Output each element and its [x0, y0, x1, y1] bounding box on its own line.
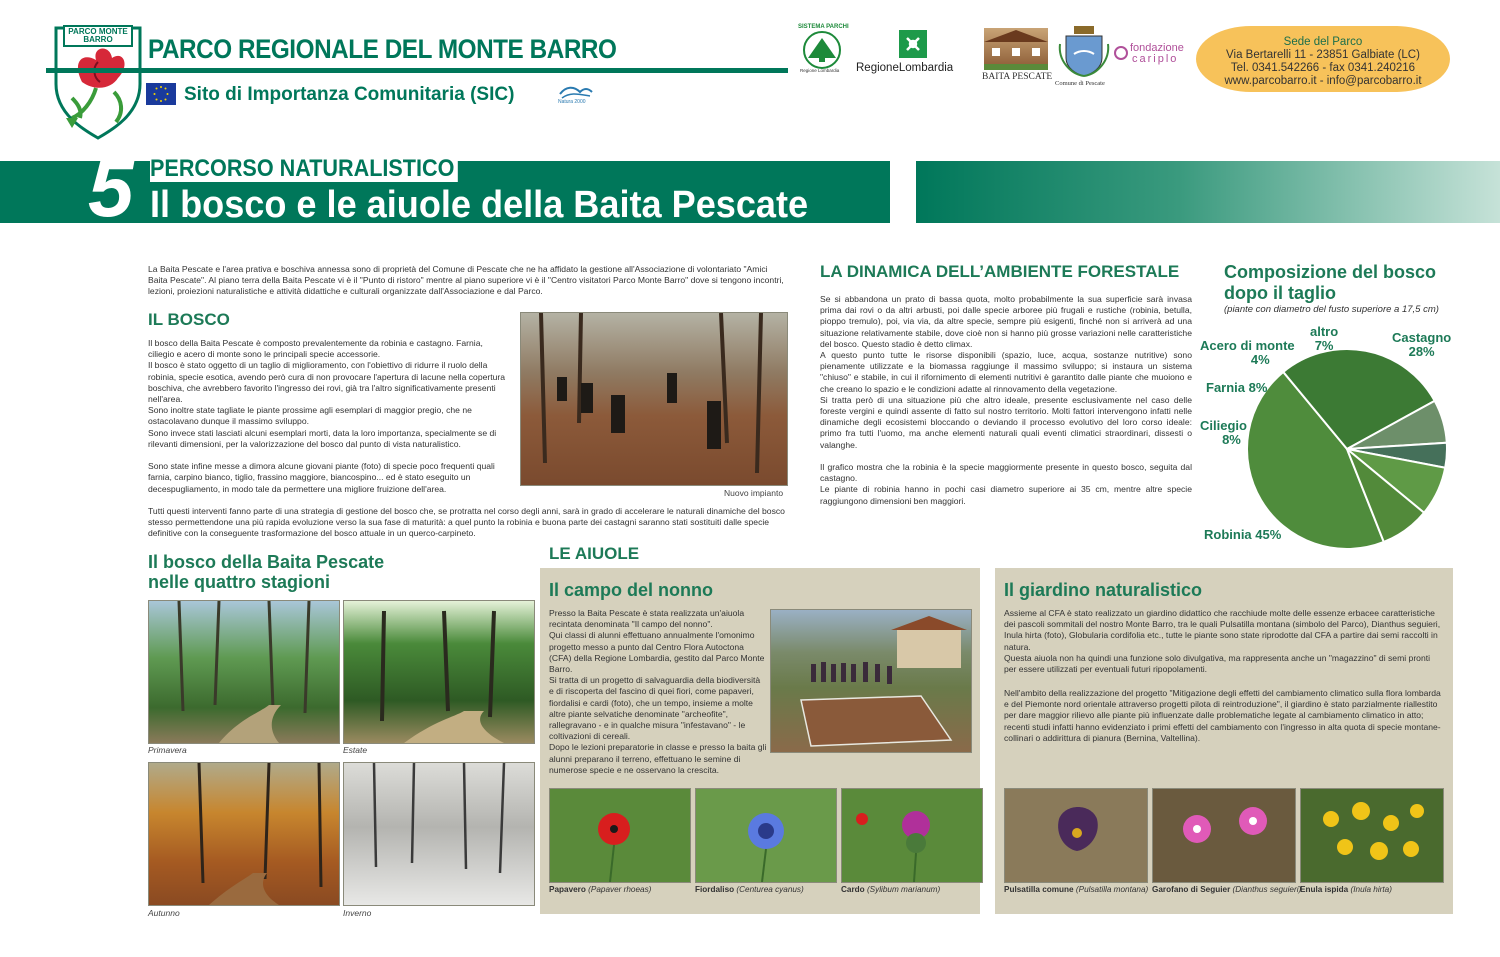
sede-web[interactable]: www.parcobarro.it - info@parcobarro.it	[1224, 75, 1422, 87]
garofano-caption	[1152, 885, 1301, 894]
nuovo-impianto-photo	[520, 312, 788, 486]
stagioni-heading-line2: nelle quattro stagioni	[148, 572, 331, 592]
estate-caption: Estate	[343, 745, 368, 755]
park-logo-text: PARCO MONTE BARRO	[68, 27, 128, 44]
pie-label-acero	[1200, 339, 1295, 367]
giardino-text-1: Assieme al CFA è stato realizzato un giardino didattico che racchiude molte delle essenze erbacee caratteristiche dei pascoli sommitali del nostro Monte Barro, tra le quali Pulsatilla montana (simbolo del Parco), Dianthus seguieri, Inula hirta (foto), Globularia cordifolia etc., tutte le piante sono state riprodotte dal CFA a partire dai semi raccolti in natura. Questa aiuola non ha quindi una funzione solo divulgativa, ma rappresenta anche un "magazzino" di semi pronti per essere utilizzati per eventuali futuri ripopolamenti.	[1004, 608, 1441, 675]
inverno-photo	[343, 762, 535, 906]
stagioni-heading-line1: Il bosco della Baita Pescate	[148, 552, 385, 572]
inverno-caption: Inverno	[343, 908, 372, 918]
fiordaliso-name: Fiordaliso	[695, 885, 735, 894]
enula-caption	[1300, 885, 1392, 894]
autunno-photo	[148, 762, 340, 906]
enula-name: Enula ispida	[1300, 885, 1349, 894]
primavera-photo	[148, 600, 340, 744]
pulsatilla-photo	[1004, 788, 1148, 883]
cardo-latin: (Sylibum marianum)	[866, 885, 941, 894]
sistema-parchi-text: SISTEMA PARCHI	[798, 24, 849, 30]
cardo-caption	[841, 885, 940, 894]
garofano-photo	[1152, 788, 1296, 883]
papavero-name: Papavero	[549, 885, 586, 894]
pie-label-farnia: Farnia 8%	[1206, 380, 1268, 395]
pie-label-castagno-value: 28%	[1408, 344, 1435, 359]
garofano-latin: (Dianthus seguieri)	[1232, 885, 1302, 894]
pie-label-ciliegio-name: Ciliegio	[1200, 418, 1247, 433]
natura-2000-text: Natura 2000	[558, 99, 586, 105]
sistema-parchi-logo	[796, 26, 848, 76]
baita-pescate-text: BAITA PESCATE	[982, 72, 1053, 82]
nuovo-impianto-caption: Nuovo impianto	[724, 488, 784, 498]
pulsatilla-caption	[1004, 885, 1148, 894]
pie-label-ciliegio	[1200, 419, 1247, 447]
papavero-latin: (Papaver rhoeas)	[588, 885, 652, 894]
fondazione-cariplo-logo	[1114, 42, 1194, 68]
dinamica-heading: LA DINAMICA DELL’AMBIENTE FORESTALE	[820, 262, 1180, 281]
comune-pescate-text: Comune di Pescate	[1055, 80, 1105, 87]
pie-label-altro-name: altro	[1310, 324, 1339, 339]
stagioni-heading	[148, 552, 384, 592]
header-rule	[46, 68, 788, 73]
autunno-caption: Autunno	[148, 908, 180, 918]
giardino-heading: Il giardino naturalistico	[1004, 580, 1203, 600]
pie-label-robinia: Robinia 45%	[1204, 527, 1282, 542]
fiordaliso-caption	[695, 885, 804, 894]
banner-title: Il bosco e le aiuole della Baita Pescate	[150, 184, 809, 226]
pie-label-altro-value: 7%	[1314, 338, 1334, 353]
campo-del-nonno-photo	[770, 609, 972, 753]
chart-subtitle: (piante con diametro del fusto superiore a 17,5 cm)	[1224, 304, 1439, 315]
dinamica-text: Se si abbandona un prato di bassa quota, molto probabilmente la sua superficie sarà invasa prima dai rovi o da altri arbusti, poi dalle specie arboree più frugali e rustiche (robinia, betulla, pioppo tremulo), poi, via via, da altre specie, sempre più esigenti, finché non si arriverà ad una situazione relativamente stabile, dove cioè non si hanno più grosse variazioni nelle caratteristiche del bosco. Questo stadio è detto climax. A questo punto tutte le risorse disponibili (spazio, luce, acqua, sostanze nutritive) sono pienamente utilizzate e la biomassa raggiunge il massimo sviluppo; si instaura un sistema "chiuso" e stabile, in cui il rifornimento di elementi nutritivi è garantito dalle piante che muoiono e che creano lo spazio e le condizioni adatte al rinnovamento della vegetazione. Si tratta però di una situazione più che altro ideale, presente esclusivamente nel caso delle foreste vergini e quindi assente di fatto sul nostro territorio. Molti fattori intervengono infatti nelle dinamiche degli ecosistemi bloccando o deviando il processo evolutivo del loro corso ideale: primo fra tutti l'uomo, ma anche elementi naturali quali eventi climatici straordinari, dissesti o valanghe. Il grafico mostra che la robinia è la specie maggiormente presente in questo bosco, seguita dal castagno. Le piante di robinia hanno in pochi casi diametro superiore ai 35 cm, mentre altre specie raggiungono dimensioni ben maggiori.	[820, 294, 1192, 506]
eu-flag-icon	[146, 83, 176, 105]
cardo-name: Cardo	[841, 885, 865, 894]
campo-text: Presso la Baita Pescate è stata realizzata un'aiuola recintata denominata "Il campo del nonno". Qui classi di alunni effettuano annualmente l'omonimo progetto messo a punto dal Centro Flora Autoctona (CFA) della Regione Lombardia, gestito dal Parco Monte Barro. Si tratta di un progetto di salvaguardia della biodiversità e di riscoperta del fascino di quei fiori, come papaveri, fiordalisi e cardi (foto), che un tempo, insieme a molte altre piante selvatiche denominate "archeofite", rallegravano - e in qualche misura "infestavano" - le coltivazioni di cereali. Dopo le lezioni preparatorie in classe e presso la baita gli alunni preparano il terreno, effettuano le semine di numerose specie e ne osservano la crescita.	[549, 608, 767, 775]
sede-title: Sede del Parco	[1283, 36, 1363, 48]
fiordaliso-latin: (Centurea cyanus)	[736, 885, 804, 894]
cardo-photo	[841, 788, 983, 883]
pie-label-castagno	[1392, 331, 1451, 359]
fiordaliso-photo	[695, 788, 837, 883]
lombardia-rose-icon	[899, 30, 927, 58]
pie-label-ciliegio-value: 8%	[1222, 432, 1241, 447]
cariplo-icon	[1114, 46, 1128, 60]
primavera-caption: Primavera	[148, 745, 187, 755]
sic-label: Sito di Importanza Comunitaria (SIC)	[184, 84, 515, 105]
baita-pescate-logo	[982, 28, 1053, 84]
enula-latin: (Inula hirta)	[1350, 885, 1392, 894]
sede-address: Via Bertarelli 11 - 23851 Galbiate (LC)	[1226, 49, 1420, 61]
bosco-text-2: Tutti questi interventi fanno parte di una strategia di gestione del bosco che, se protratta nel corso degli anni, sarà in grado di accelerare le naturali dinamiche del bosco stesso permettendone una più rapida evoluzione verso la sua fase di maturità: a quel punto la robinia e buona parte dei castagni saranno stati sostituiti dalle specie definitive con la conseguente trasformazione del bosco attuale in un querco-carpineto.	[148, 506, 785, 539]
pulsatilla-latin: (Pulsatilla montana)	[1075, 885, 1149, 894]
papavero-photo	[549, 788, 691, 883]
bosco-heading: IL BOSCO	[148, 310, 230, 329]
pie-label-acero-value: 4%	[1250, 352, 1270, 367]
comune-pescate-logo	[1056, 24, 1112, 90]
pulsatilla-name: Pulsatilla comune	[1004, 885, 1074, 894]
cariplo-text: cariplo	[1132, 53, 1179, 65]
park-logo	[52, 22, 144, 140]
garofano-name: Garofano di Seguier	[1152, 885, 1231, 894]
sede-del-parco	[1196, 26, 1450, 92]
baita-building-icon	[984, 28, 1048, 70]
pie-label-altro	[1310, 325, 1338, 353]
papavero-caption	[549, 885, 651, 894]
banner-kicker: PERCORSO NATURALISTICO	[150, 156, 458, 182]
banner-band-right	[916, 161, 1500, 223]
regione-lombardia-text: RegioneLombardia	[856, 62, 954, 74]
pie-chart	[1244, 346, 1450, 552]
enula-photo	[1300, 788, 1444, 883]
giardino-text-2: Nell'ambito della realizzazione del progetto "Mitigazione degli effetti del cambiamento climatico sulla flora lombarda e del Piemonte nord orientale attraverso progetti pilota di reintroduzione", il giardino è stato parzialmente riallestito per dare maggior rilievo alle piante più influenzate dalle problematiche legate al cambiamento climatico in atto; recenti studi infatti hanno evidenziato i primi effetti del cambiamento con l'ingresso in alta quota di specie montane-collinari o addirittura di pianura (Bernina, Valtellina).	[1004, 688, 1441, 743]
chart-title: Composizione del bosco dopo il taglio	[1224, 262, 1437, 303]
sede-phone: Tel. 0341.542266 - fax 0341.240216	[1230, 62, 1416, 74]
estate-photo	[343, 600, 535, 744]
fondazione-text: fondazione	[1130, 42, 1184, 54]
banner-number: 5	[88, 143, 134, 234]
bosco-text: Il bosco della Baita Pescate è composto prevalentemente da robinia e castagno. Farnia, ciliegio e acero di monte sono le principali specie accessorie. Il bosco è stato oggetto di un taglio di miglioramento, con l'obiettivo di ridurre il ruolo della robinia, specie esotica, avendo però cura di non provocare l'apertura di lacune nella copertura boschiva, che avrebbero favorito l'ingresso dei rovi, già tra l'altro significativamente presenti nell'area. Sono inoltre state tagliate le piante prossime agli esemplari di maggior pregio, che ne ostacolavano dunque il massimo sviluppo. Sono invece stati lasciati alcuni esemplari morti, data la loro importanza, specialmente se di rilevanti dimensioni, per la valorizzazione del bosco dal punto di vista naturalistico. Sono state infine messe a dimora alcune giovani piante (foto) di specie poco frequenti quali farnia, carpino bianco, tiglio, frassino maggiore, biancospino... ed è stato eseguito un decespugliamento, in modo tale da permettere una migliore fruizione dell'area.	[148, 338, 506, 494]
pie-label-castagno-name: Castagno	[1392, 330, 1452, 345]
comune-crest-icon	[1056, 24, 1112, 78]
aiuole-heading: LE AIUOLE	[549, 544, 640, 563]
regione-lombardia-logo	[856, 30, 972, 76]
intro-text: La Baita Pescate e l'area prativa e boschiva annessa sono di proprietà del Comune di Pescate che ne ha affidato la gestione all'Associazione di volontariato "Amici Baita Pescate". Al piano terra della Baita Pescate vi è il "Punto di ristoro" mentre al piano superiore vi è il "Centro visitatori Parco Monte Barro" dove si tengono incontri, lezioni, proiezioni naturalistiche e attività didattiche e culturali organizzate dall'Associazione e dal Parco.	[148, 264, 784, 297]
park-title: PARCO REGIONALE DEL MONTE BARRO	[148, 34, 617, 64]
sistema-parchi-subtext: Regione Lombardia	[800, 68, 840, 73]
pie-label-acero-name: Acero di monte	[1200, 338, 1295, 353]
campo-heading: Il campo del nonno	[549, 580, 714, 600]
natura-2000-icon	[556, 80, 594, 106]
